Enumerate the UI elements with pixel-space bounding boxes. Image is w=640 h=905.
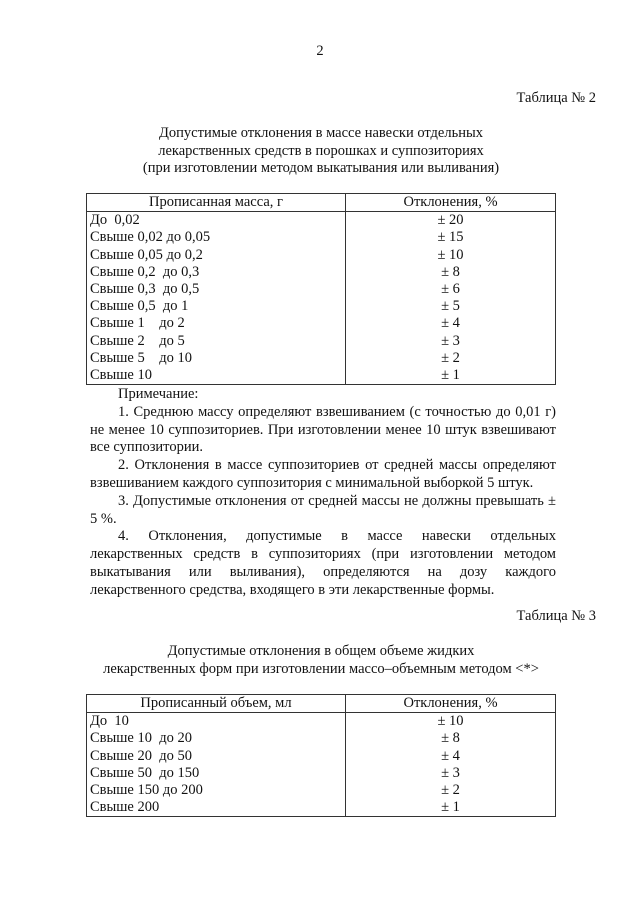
table-3-title xyxy=(86,643,556,678)
table-row xyxy=(87,730,556,747)
range-cell: Свыше 10 xyxy=(87,367,346,385)
deviation-cell: ± 20 xyxy=(346,212,556,230)
deviation-cell: ± 3 xyxy=(346,765,556,782)
range-cell: Свыше 0,5 до 1 xyxy=(87,298,346,315)
deviation-cell: ± 1 xyxy=(346,367,556,385)
column-header: Отклонения, % xyxy=(346,695,556,713)
deviation-cell: ± 4 xyxy=(346,315,556,332)
table-row xyxy=(87,281,556,298)
range-cell: Свыше 5 до 10 xyxy=(87,350,346,367)
table-2-label: Таблица № 2 xyxy=(516,90,596,106)
table-row xyxy=(87,298,556,315)
table-row xyxy=(87,315,556,332)
range-cell: Свыше 150 до 200 xyxy=(87,782,346,799)
deviation-cell: ± 6 xyxy=(346,281,556,298)
range-cell: Свыше 0,3 до 0,5 xyxy=(87,281,346,298)
note-item: 3. Допустимые отклонения от средней массы не должны превышать ± 5 %. xyxy=(90,492,556,527)
table-row xyxy=(87,367,556,385)
notes-heading: Примечание: xyxy=(118,386,199,402)
range-cell: Свыше 1 до 2 xyxy=(87,315,346,332)
deviation-cell: ± 8 xyxy=(346,730,556,747)
table-3 xyxy=(86,694,556,817)
title-line: Допустимые отклонения в общем объеме жидких xyxy=(167,643,475,659)
range-cell: До 0,02 xyxy=(87,212,346,230)
deviation-cell: ± 8 xyxy=(346,264,556,281)
column-header: Отклонения, % xyxy=(346,194,556,212)
note-item: 4. Отклонения, допустимые в массе навески отдельных лекарственных средств в суппозиториях (при изготовлении методом выкатывания или выливания), определяются на дозу каждого лекарственного средства, входящего в эти лекарственные формы. xyxy=(90,528,556,598)
table-row xyxy=(87,247,556,264)
range-cell: Свыше 2 до 5 xyxy=(87,333,346,350)
table-3-label: Таблица № 3 xyxy=(516,608,596,624)
title-line: Допустимые отклонения в массе навески отдельных xyxy=(159,125,483,141)
deviation-cell: ± 2 xyxy=(346,782,556,799)
table-row xyxy=(87,799,556,817)
deviation-cell: ± 3 xyxy=(346,333,556,350)
table-row xyxy=(87,264,556,281)
page-number: 2 xyxy=(316,43,324,59)
range-cell: Свыше 0,2 до 0,3 xyxy=(87,264,346,281)
title-line: лекарственных форм при изготовлении массо–объемным методом <*> xyxy=(103,660,539,677)
range-cell: Свыше 0,02 до 0,05 xyxy=(87,229,346,246)
deviation-cell: ± 4 xyxy=(346,748,556,765)
table-row xyxy=(87,748,556,765)
range-cell: Свыше 50 до 150 xyxy=(87,765,346,782)
deviation-cell: ± 2 xyxy=(346,350,556,367)
range-cell: До 10 xyxy=(87,713,346,731)
table-row xyxy=(87,229,556,246)
range-cell: Свыше 20 до 50 xyxy=(87,748,346,765)
table-2-title xyxy=(86,125,556,178)
note-item: 2. Отклонения в массе суппозиториев от средней массы определяют взвешиванием каждого суппозитория с минимальной выборкой 5 штук. xyxy=(90,457,556,491)
deviation-cell: ± 10 xyxy=(346,713,556,731)
range-cell: Свыше 200 xyxy=(87,799,346,817)
deviation-cell: ± 5 xyxy=(346,298,556,315)
title-line: (при изготовлении методом выкатывания или выливания) xyxy=(142,160,500,176)
column-header: Прописанная масса, г xyxy=(87,194,346,212)
column-header: Прописанный объем, мл xyxy=(87,695,346,713)
title-line: лекарственных средств в порошках и суппозиториях xyxy=(158,142,484,159)
table-row xyxy=(87,333,556,350)
deviation-cell: ± 10 xyxy=(346,247,556,264)
range-cell: Свыше 0,05 до 0,2 xyxy=(87,247,346,264)
deviation-cell: ± 15 xyxy=(346,229,556,246)
table-row xyxy=(87,765,556,782)
range-cell: Свыше 10 до 20 xyxy=(87,730,346,747)
note-item: 1. Среднюю массу определяют взвешиванием (с точностью до 0,01 г) не менее 10 суппозиториев. При изготовлении менее 10 штук взвешивают все суппозитории. xyxy=(90,403,556,456)
table-row xyxy=(87,350,556,367)
table-row xyxy=(87,782,556,799)
notes xyxy=(90,386,556,600)
table-2 xyxy=(86,193,556,385)
deviation-cell: ± 1 xyxy=(346,799,556,817)
table-row xyxy=(87,713,556,731)
table-row xyxy=(87,212,556,230)
